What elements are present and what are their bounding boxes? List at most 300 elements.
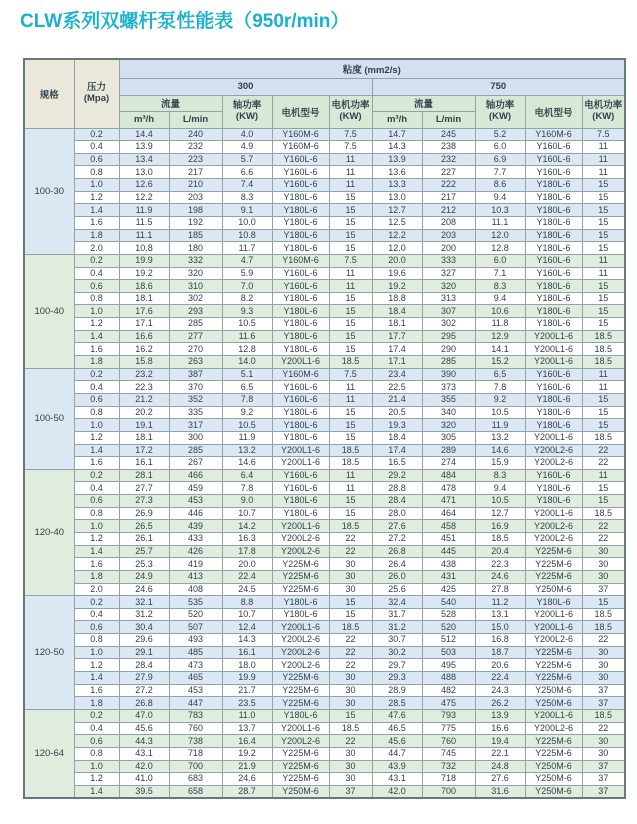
- flow-lmin-300-cell: 426: [169, 545, 222, 558]
- header-motor-power-line2: (KW): [339, 110, 362, 122]
- motor-power-300-cell: 15: [329, 229, 372, 242]
- motor-power-750-cell: 15: [582, 292, 625, 305]
- page-title: CLW系列双螺杆泵性能表（950r/min）: [20, 11, 350, 32]
- motor-model-300-cell: Y180L-6: [272, 406, 329, 419]
- flow-m3h-750-cell: 30.2: [372, 646, 422, 659]
- flow-m3h-300-cell: 21.2: [119, 393, 169, 406]
- table-row: [24, 381, 625, 394]
- flow-lmin-750-cell: 313: [422, 292, 475, 305]
- spec-cell: 100-40: [24, 254, 74, 368]
- flow-m3h-300-cell: 45.6: [119, 722, 169, 735]
- motor-power-300-cell: 15: [329, 596, 372, 609]
- shaft-power-300-cell: 10.7: [222, 507, 272, 520]
- flow-lmin-750-cell: 355: [422, 393, 475, 406]
- flow-lmin-750-cell: 700: [422, 785, 475, 798]
- motor-model-300-cell: Y180L-6: [272, 318, 329, 331]
- flow-m3h-300-cell: 24.6: [119, 583, 169, 596]
- motor-model-750-cell: Y225M-6: [525, 672, 582, 685]
- motor-model-750-cell: Y180L-6: [525, 393, 582, 406]
- flow-lmin-750-cell: 775: [422, 722, 475, 735]
- pressure-cell: 1.0: [74, 305, 119, 318]
- header-viscosity-750: 750: [372, 78, 625, 95]
- header-shaft-power-line1: 轴功率: [485, 100, 515, 111]
- header-shaft-power-line1: 轴功率: [232, 100, 262, 111]
- pressure-cell: 0.4: [74, 267, 119, 280]
- flow-m3h-300-cell: 25.7: [119, 545, 169, 558]
- motor-power-300-cell: 30: [329, 672, 372, 685]
- shaft-power-750-cell: 9.4: [475, 292, 525, 305]
- motor-model-750-cell: Y200L2-6: [525, 520, 582, 533]
- motor-power-750-cell: 18.5: [582, 608, 625, 621]
- flow-lmin-300-cell: 317: [169, 419, 222, 432]
- shaft-power-300-cell: 5.9: [222, 267, 272, 280]
- motor-power-750-cell: 30: [582, 735, 625, 748]
- shaft-power-750-cell: 15.0: [475, 621, 525, 634]
- flow-m3h-300-cell: 27.2: [119, 684, 169, 697]
- table-row: [24, 469, 625, 482]
- shaft-power-750-cell: 22.3: [475, 558, 525, 571]
- motor-model-300-cell: Y180L-6: [272, 242, 329, 255]
- shaft-power-300-cell: 4.7: [222, 254, 272, 267]
- pressure-cell: 0.8: [74, 634, 119, 647]
- motor-model-750-cell: Y180L-6: [525, 495, 582, 508]
- motor-power-750-cell: 18.5: [582, 356, 625, 369]
- motor-model-750-cell: Y160L-6: [525, 141, 582, 154]
- motor-model-750-cell: Y200L2-6: [525, 533, 582, 546]
- pressure-cell: 0.2: [74, 254, 119, 267]
- table-row: [24, 330, 625, 343]
- flow-m3h-750-cell: 12.2: [372, 229, 422, 242]
- table-row: [24, 393, 625, 406]
- motor-model-300-cell: Y180L-6: [272, 216, 329, 229]
- motor-model-750-cell: Y160M-6: [525, 128, 582, 141]
- shaft-power-750-cell: 6.9: [475, 153, 525, 166]
- pressure-cell: 1.2: [74, 191, 119, 204]
- shaft-power-750-cell: 9.2: [475, 393, 525, 406]
- flow-m3h-750-cell: 14.7: [372, 128, 422, 141]
- pressure-cell: 1.2: [74, 773, 119, 786]
- shaft-power-750-cell: 16.8: [475, 634, 525, 647]
- motor-model-300-cell: Y180L-6: [272, 709, 329, 722]
- flow-m3h-300-cell: 30.4: [119, 621, 169, 634]
- motor-power-750-cell: 37: [582, 760, 625, 773]
- shaft-power-300-cell: 21.9: [222, 760, 272, 773]
- table-row: [24, 583, 625, 596]
- motor-model-750-cell: Y225M-6: [525, 558, 582, 571]
- flow-lmin-300-cell: 520: [169, 608, 222, 621]
- shaft-power-750-cell: 8.6: [475, 179, 525, 192]
- motor-power-750-cell: 30: [582, 646, 625, 659]
- motor-model-750-cell: Y250M-6: [525, 760, 582, 773]
- flow-m3h-750-cell: 29.2: [372, 469, 422, 482]
- flow-m3h-750-cell: 28.8: [372, 482, 422, 495]
- flow-lmin-300-cell: 320: [169, 267, 222, 280]
- flow-lmin-750-cell: 340: [422, 406, 475, 419]
- table-row: [24, 760, 625, 773]
- pressure-cell: 1.0: [74, 179, 119, 192]
- flow-lmin-750-cell: 484: [422, 469, 475, 482]
- pressure-cell: 1.8: [74, 697, 119, 710]
- header-flow-lmin-750: L/min: [422, 111, 475, 128]
- motor-power-300-cell: 22: [329, 545, 372, 558]
- motor-power-300-cell: 15: [329, 216, 372, 229]
- motor-model-300-cell: Y160L-6: [272, 393, 329, 406]
- flow-m3h-300-cell: 18.1: [119, 431, 169, 444]
- flow-m3h-300-cell: 26.1: [119, 533, 169, 546]
- flow-lmin-750-cell: 503: [422, 646, 475, 659]
- flow-lmin-300-cell: 267: [169, 457, 222, 470]
- table-row: [24, 444, 625, 457]
- pressure-cell: 0.2: [74, 709, 119, 722]
- pressure-cell: 1.4: [74, 545, 119, 558]
- flow-m3h-300-cell: 28.4: [119, 659, 169, 672]
- flow-lmin-750-cell: 305: [422, 431, 475, 444]
- motor-model-750-cell: Y200L2-6: [525, 444, 582, 457]
- motor-model-300-cell: Y180L-6: [272, 596, 329, 609]
- flow-m3h-750-cell: 20.5: [372, 406, 422, 419]
- shaft-power-750-cell: 8.3: [475, 469, 525, 482]
- shaft-power-750-cell: 22.1: [475, 747, 525, 760]
- shaft-power-750-cell: 15.2: [475, 356, 525, 369]
- motor-power-750-cell: 11: [582, 153, 625, 166]
- flow-lmin-750-cell: 320: [422, 419, 475, 432]
- shaft-power-300-cell: 7.0: [222, 280, 272, 293]
- flow-lmin-300-cell: 185: [169, 229, 222, 242]
- motor-model-300-cell: Y200L2-6: [272, 659, 329, 672]
- flow-m3h-300-cell: 13.9: [119, 141, 169, 154]
- header-motor-power-750: [582, 95, 625, 128]
- shaft-power-750-cell: 11.1: [475, 216, 525, 229]
- pressure-cell: 1.8: [74, 229, 119, 242]
- table-row: [24, 520, 625, 533]
- pressure-cell: 1.6: [74, 558, 119, 571]
- flow-lmin-300-cell: 277: [169, 330, 222, 343]
- motor-power-300-cell: 15: [329, 431, 372, 444]
- flow-m3h-300-cell: 26.9: [119, 507, 169, 520]
- shaft-power-300-cell: 4.0: [222, 128, 272, 141]
- motor-power-300-cell: 15: [329, 419, 372, 432]
- flow-lmin-750-cell: 512: [422, 634, 475, 647]
- flow-lmin-300-cell: 302: [169, 292, 222, 305]
- motor-model-750-cell: Y250M-6: [525, 773, 582, 786]
- table-row: [24, 431, 625, 444]
- table-row: [24, 672, 625, 685]
- shaft-power-300-cell: 22.4: [222, 570, 272, 583]
- table-row: [24, 216, 625, 229]
- flow-m3h-750-cell: 21.4: [372, 393, 422, 406]
- flow-m3h-300-cell: 12.2: [119, 191, 169, 204]
- pressure-cell: 0.4: [74, 722, 119, 735]
- motor-power-300-cell: 37: [329, 785, 372, 798]
- motor-model-750-cell: Y250M-6: [525, 583, 582, 596]
- pressure-cell: 0.2: [74, 368, 119, 381]
- flow-m3h-300-cell: 28.1: [119, 469, 169, 482]
- flow-lmin-750-cell: 390: [422, 368, 475, 381]
- motor-model-300-cell: Y160L-6: [272, 280, 329, 293]
- shaft-power-300-cell: 8.8: [222, 596, 272, 609]
- motor-power-300-cell: 11: [329, 482, 372, 495]
- shaft-power-750-cell: 13.2: [475, 431, 525, 444]
- flow-lmin-300-cell: 387: [169, 368, 222, 381]
- motor-model-750-cell: Y200L1-6: [525, 621, 582, 634]
- motor-power-300-cell: 30: [329, 747, 372, 760]
- motor-model-300-cell: Y225M-6: [272, 570, 329, 583]
- flow-m3h-750-cell: 19.6: [372, 267, 422, 280]
- motor-power-300-cell: 30: [329, 760, 372, 773]
- motor-model-300-cell: Y200L2-6: [272, 646, 329, 659]
- flow-m3h-300-cell: 17.2: [119, 444, 169, 457]
- motor-model-300-cell: Y180L-6: [272, 608, 329, 621]
- flow-lmin-750-cell: 307: [422, 305, 475, 318]
- shaft-power-750-cell: 7.8: [475, 381, 525, 394]
- header-motor-power-line2: (KW): [592, 110, 615, 122]
- flow-m3h-750-cell: 14.3: [372, 141, 422, 154]
- motor-model-750-cell: Y225M-6: [525, 545, 582, 558]
- shaft-power-750-cell: 9.4: [475, 482, 525, 495]
- flow-m3h-300-cell: 31.2: [119, 608, 169, 621]
- flow-m3h-750-cell: 18.1: [372, 318, 422, 331]
- flow-m3h-750-cell: 42.0: [372, 785, 422, 798]
- motor-model-300-cell: Y200L1-6: [272, 520, 329, 533]
- motor-power-750-cell: 22: [582, 533, 625, 546]
- pressure-cell: 1.0: [74, 419, 119, 432]
- flow-m3h-750-cell: 13.3: [372, 179, 422, 192]
- flow-lmin-300-cell: 419: [169, 558, 222, 571]
- flow-lmin-300-cell: 683: [169, 773, 222, 786]
- flow-m3h-750-cell: 18.4: [372, 305, 422, 318]
- flow-m3h-750-cell: 26.0: [372, 570, 422, 583]
- motor-power-750-cell: 15: [582, 596, 625, 609]
- motor-model-300-cell: Y200L1-6: [272, 356, 329, 369]
- flow-m3h-750-cell: 26.8: [372, 545, 422, 558]
- motor-power-750-cell: 18.5: [582, 709, 625, 722]
- header-shaft-power-line2: (KW): [488, 110, 512, 122]
- flow-lmin-750-cell: 208: [422, 216, 475, 229]
- pressure-cell: 0.6: [74, 735, 119, 748]
- motor-power-300-cell: 11: [329, 469, 372, 482]
- flow-m3h-750-cell: 26.4: [372, 558, 422, 571]
- flow-m3h-300-cell: 47.0: [119, 709, 169, 722]
- pressure-cell: 1.2: [74, 659, 119, 672]
- motor-model-300-cell: Y225M-6: [272, 558, 329, 571]
- motor-model-300-cell: Y200L2-6: [272, 533, 329, 546]
- pressure-cell: 0.8: [74, 747, 119, 760]
- motor-power-300-cell: 30: [329, 697, 372, 710]
- header-viscosity-300: 300: [119, 78, 372, 95]
- motor-model-750-cell: Y180L-6: [525, 305, 582, 318]
- shaft-power-300-cell: 10.5: [222, 419, 272, 432]
- flow-lmin-750-cell: 451: [422, 533, 475, 546]
- flow-lmin-750-cell: 475: [422, 697, 475, 710]
- shaft-power-300-cell: 9.1: [222, 204, 272, 217]
- motor-power-300-cell: 22: [329, 634, 372, 647]
- table-row: [24, 153, 625, 166]
- flow-lmin-300-cell: 293: [169, 305, 222, 318]
- pressure-cell: 0.4: [74, 608, 119, 621]
- header-viscosity: 粘度 (mm2/s): [119, 59, 625, 78]
- flow-m3h-750-cell: 13.9: [372, 153, 422, 166]
- flow-lmin-300-cell: 658: [169, 785, 222, 798]
- table-row: [24, 709, 625, 722]
- flow-lmin-300-cell: 453: [169, 684, 222, 697]
- flow-lmin-300-cell: 760: [169, 722, 222, 735]
- motor-power-750-cell: 37: [582, 583, 625, 596]
- flow-lmin-750-cell: 520: [422, 621, 475, 634]
- shaft-power-750-cell: 26.2: [475, 697, 525, 710]
- motor-model-750-cell: Y200L1-6: [525, 608, 582, 621]
- flow-m3h-300-cell: 29.1: [119, 646, 169, 659]
- motor-power-750-cell: 15: [582, 216, 625, 229]
- flow-m3h-750-cell: 25.6: [372, 583, 422, 596]
- motor-model-750-cell: Y200L2-6: [525, 634, 582, 647]
- motor-power-300-cell: 15: [329, 305, 372, 318]
- table-row: [24, 735, 625, 748]
- spec-cell: 120-50: [24, 596, 74, 710]
- shaft-power-750-cell: 11.2: [475, 596, 525, 609]
- flow-lmin-750-cell: 238: [422, 141, 475, 154]
- motor-power-300-cell: 15: [329, 191, 372, 204]
- motor-power-750-cell: 18.5: [582, 507, 625, 520]
- flow-lmin-750-cell: 245: [422, 128, 475, 141]
- flow-m3h-300-cell: 17.1: [119, 318, 169, 331]
- shaft-power-750-cell: 8.3: [475, 280, 525, 293]
- table-row: [24, 229, 625, 242]
- pressure-cell: 1.8: [74, 356, 119, 369]
- spec-cell: 100-50: [24, 368, 74, 469]
- flow-lmin-300-cell: 203: [169, 191, 222, 204]
- pressure-cell: 1.6: [74, 457, 119, 470]
- shaft-power-750-cell: 24.8: [475, 760, 525, 773]
- flow-lmin-300-cell: 738: [169, 735, 222, 748]
- flow-lmin-750-cell: 478: [422, 482, 475, 495]
- flow-lmin-300-cell: 465: [169, 672, 222, 685]
- motor-power-750-cell: 37: [582, 785, 625, 798]
- motor-model-300-cell: Y225M-6: [272, 747, 329, 760]
- table-row: [24, 128, 625, 141]
- motor-model-300-cell: Y200L2-6: [272, 634, 329, 647]
- motor-power-750-cell: 15: [582, 495, 625, 508]
- flow-lmin-750-cell: 425: [422, 583, 475, 596]
- table-row: [24, 318, 625, 331]
- table-row: [24, 558, 625, 571]
- flow-lmin-750-cell: 203: [422, 229, 475, 242]
- motor-power-750-cell: 30: [582, 672, 625, 685]
- pressure-cell: 1.6: [74, 343, 119, 356]
- motor-model-300-cell: Y200L2-6: [272, 735, 329, 748]
- flow-m3h-750-cell: 30.7: [372, 634, 422, 647]
- flow-lmin-750-cell: 458: [422, 520, 475, 533]
- table-row: [24, 179, 625, 192]
- flow-lmin-750-cell: 471: [422, 495, 475, 508]
- motor-power-750-cell: 30: [582, 747, 625, 760]
- flow-m3h-750-cell: 31.7: [372, 608, 422, 621]
- flow-lmin-300-cell: 223: [169, 153, 222, 166]
- shaft-power-750-cell: 12.9: [475, 330, 525, 343]
- table-body: [24, 128, 625, 798]
- table-row: [24, 191, 625, 204]
- shaft-power-300-cell: 7.8: [222, 482, 272, 495]
- flow-m3h-750-cell: 32.4: [372, 596, 422, 609]
- flow-m3h-300-cell: 29.6: [119, 634, 169, 647]
- motor-power-750-cell: 15: [582, 242, 625, 255]
- shaft-power-750-cell: 14.1: [475, 343, 525, 356]
- motor-model-300-cell: Y180L-6: [272, 507, 329, 520]
- flow-m3h-750-cell: 12.0: [372, 242, 422, 255]
- motor-power-750-cell: 15: [582, 305, 625, 318]
- flow-lmin-750-cell: 289: [422, 444, 475, 457]
- shaft-power-300-cell: 6.6: [222, 166, 272, 179]
- flow-lmin-750-cell: 232: [422, 153, 475, 166]
- table-row: [24, 482, 625, 495]
- shaft-power-300-cell: 17.8: [222, 545, 272, 558]
- motor-power-300-cell: 7.5: [329, 254, 372, 267]
- motor-power-300-cell: 11: [329, 267, 372, 280]
- table-row: [24, 457, 625, 470]
- flow-lmin-750-cell: 290: [422, 343, 475, 356]
- flow-m3h-300-cell: 19.2: [119, 267, 169, 280]
- flow-lmin-750-cell: 333: [422, 254, 475, 267]
- table-row: [24, 785, 625, 798]
- shaft-power-300-cell: 12.8: [222, 343, 272, 356]
- flow-m3h-300-cell: 17.6: [119, 305, 169, 318]
- flow-lmin-300-cell: 180: [169, 242, 222, 255]
- flow-lmin-300-cell: 466: [169, 469, 222, 482]
- motor-model-300-cell: Y180L-6: [272, 495, 329, 508]
- flow-lmin-750-cell: 222: [422, 179, 475, 192]
- motor-power-300-cell: 18.5: [329, 457, 372, 470]
- pressure-cell: 1.4: [74, 444, 119, 457]
- flow-lmin-300-cell: 217: [169, 166, 222, 179]
- flow-m3h-750-cell: 43.9: [372, 760, 422, 773]
- pressure-cell: 1.4: [74, 672, 119, 685]
- motor-power-300-cell: 15: [329, 292, 372, 305]
- pressure-cell: 0.8: [74, 166, 119, 179]
- motor-model-750-cell: Y200L1-6: [525, 709, 582, 722]
- flow-m3h-300-cell: 22.3: [119, 381, 169, 394]
- performance-table: [23, 58, 626, 799]
- shaft-power-300-cell: 4.9: [222, 141, 272, 154]
- header-motor-model-750: 电机型号: [525, 95, 582, 128]
- pressure-cell: 1.2: [74, 431, 119, 444]
- shaft-power-750-cell: 10.6: [475, 305, 525, 318]
- motor-power-750-cell: 37: [582, 697, 625, 710]
- shaft-power-300-cell: 18.0: [222, 659, 272, 672]
- shaft-power-300-cell: 9.2: [222, 406, 272, 419]
- motor-model-300-cell: Y180L-6: [272, 292, 329, 305]
- pressure-cell: 1.2: [74, 533, 119, 546]
- motor-model-300-cell: Y225M-6: [272, 697, 329, 710]
- flow-lmin-750-cell: 528: [422, 608, 475, 621]
- motor-power-750-cell: 11: [582, 267, 625, 280]
- flow-m3h-750-cell: 45.6: [372, 735, 422, 748]
- motor-power-750-cell: 15: [582, 318, 625, 331]
- shaft-power-750-cell: 24.3: [475, 684, 525, 697]
- motor-power-750-cell: 37: [582, 773, 625, 786]
- flow-m3h-300-cell: 16.2: [119, 343, 169, 356]
- shaft-power-300-cell: 7.4: [222, 179, 272, 192]
- flow-m3h-750-cell: 17.1: [372, 356, 422, 369]
- shaft-power-300-cell: 23.5: [222, 697, 272, 710]
- motor-power-750-cell: 22: [582, 457, 625, 470]
- shaft-power-750-cell: 6.0: [475, 141, 525, 154]
- motor-power-300-cell: 18.5: [329, 722, 372, 735]
- motor-power-750-cell: 18.5: [582, 343, 625, 356]
- shaft-power-300-cell: 16.3: [222, 533, 272, 546]
- motor-model-750-cell: Y180L-6: [525, 191, 582, 204]
- flow-m3h-750-cell: 27.2: [372, 533, 422, 546]
- motor-power-300-cell: 30: [329, 570, 372, 583]
- shaft-power-300-cell: 5.1: [222, 368, 272, 381]
